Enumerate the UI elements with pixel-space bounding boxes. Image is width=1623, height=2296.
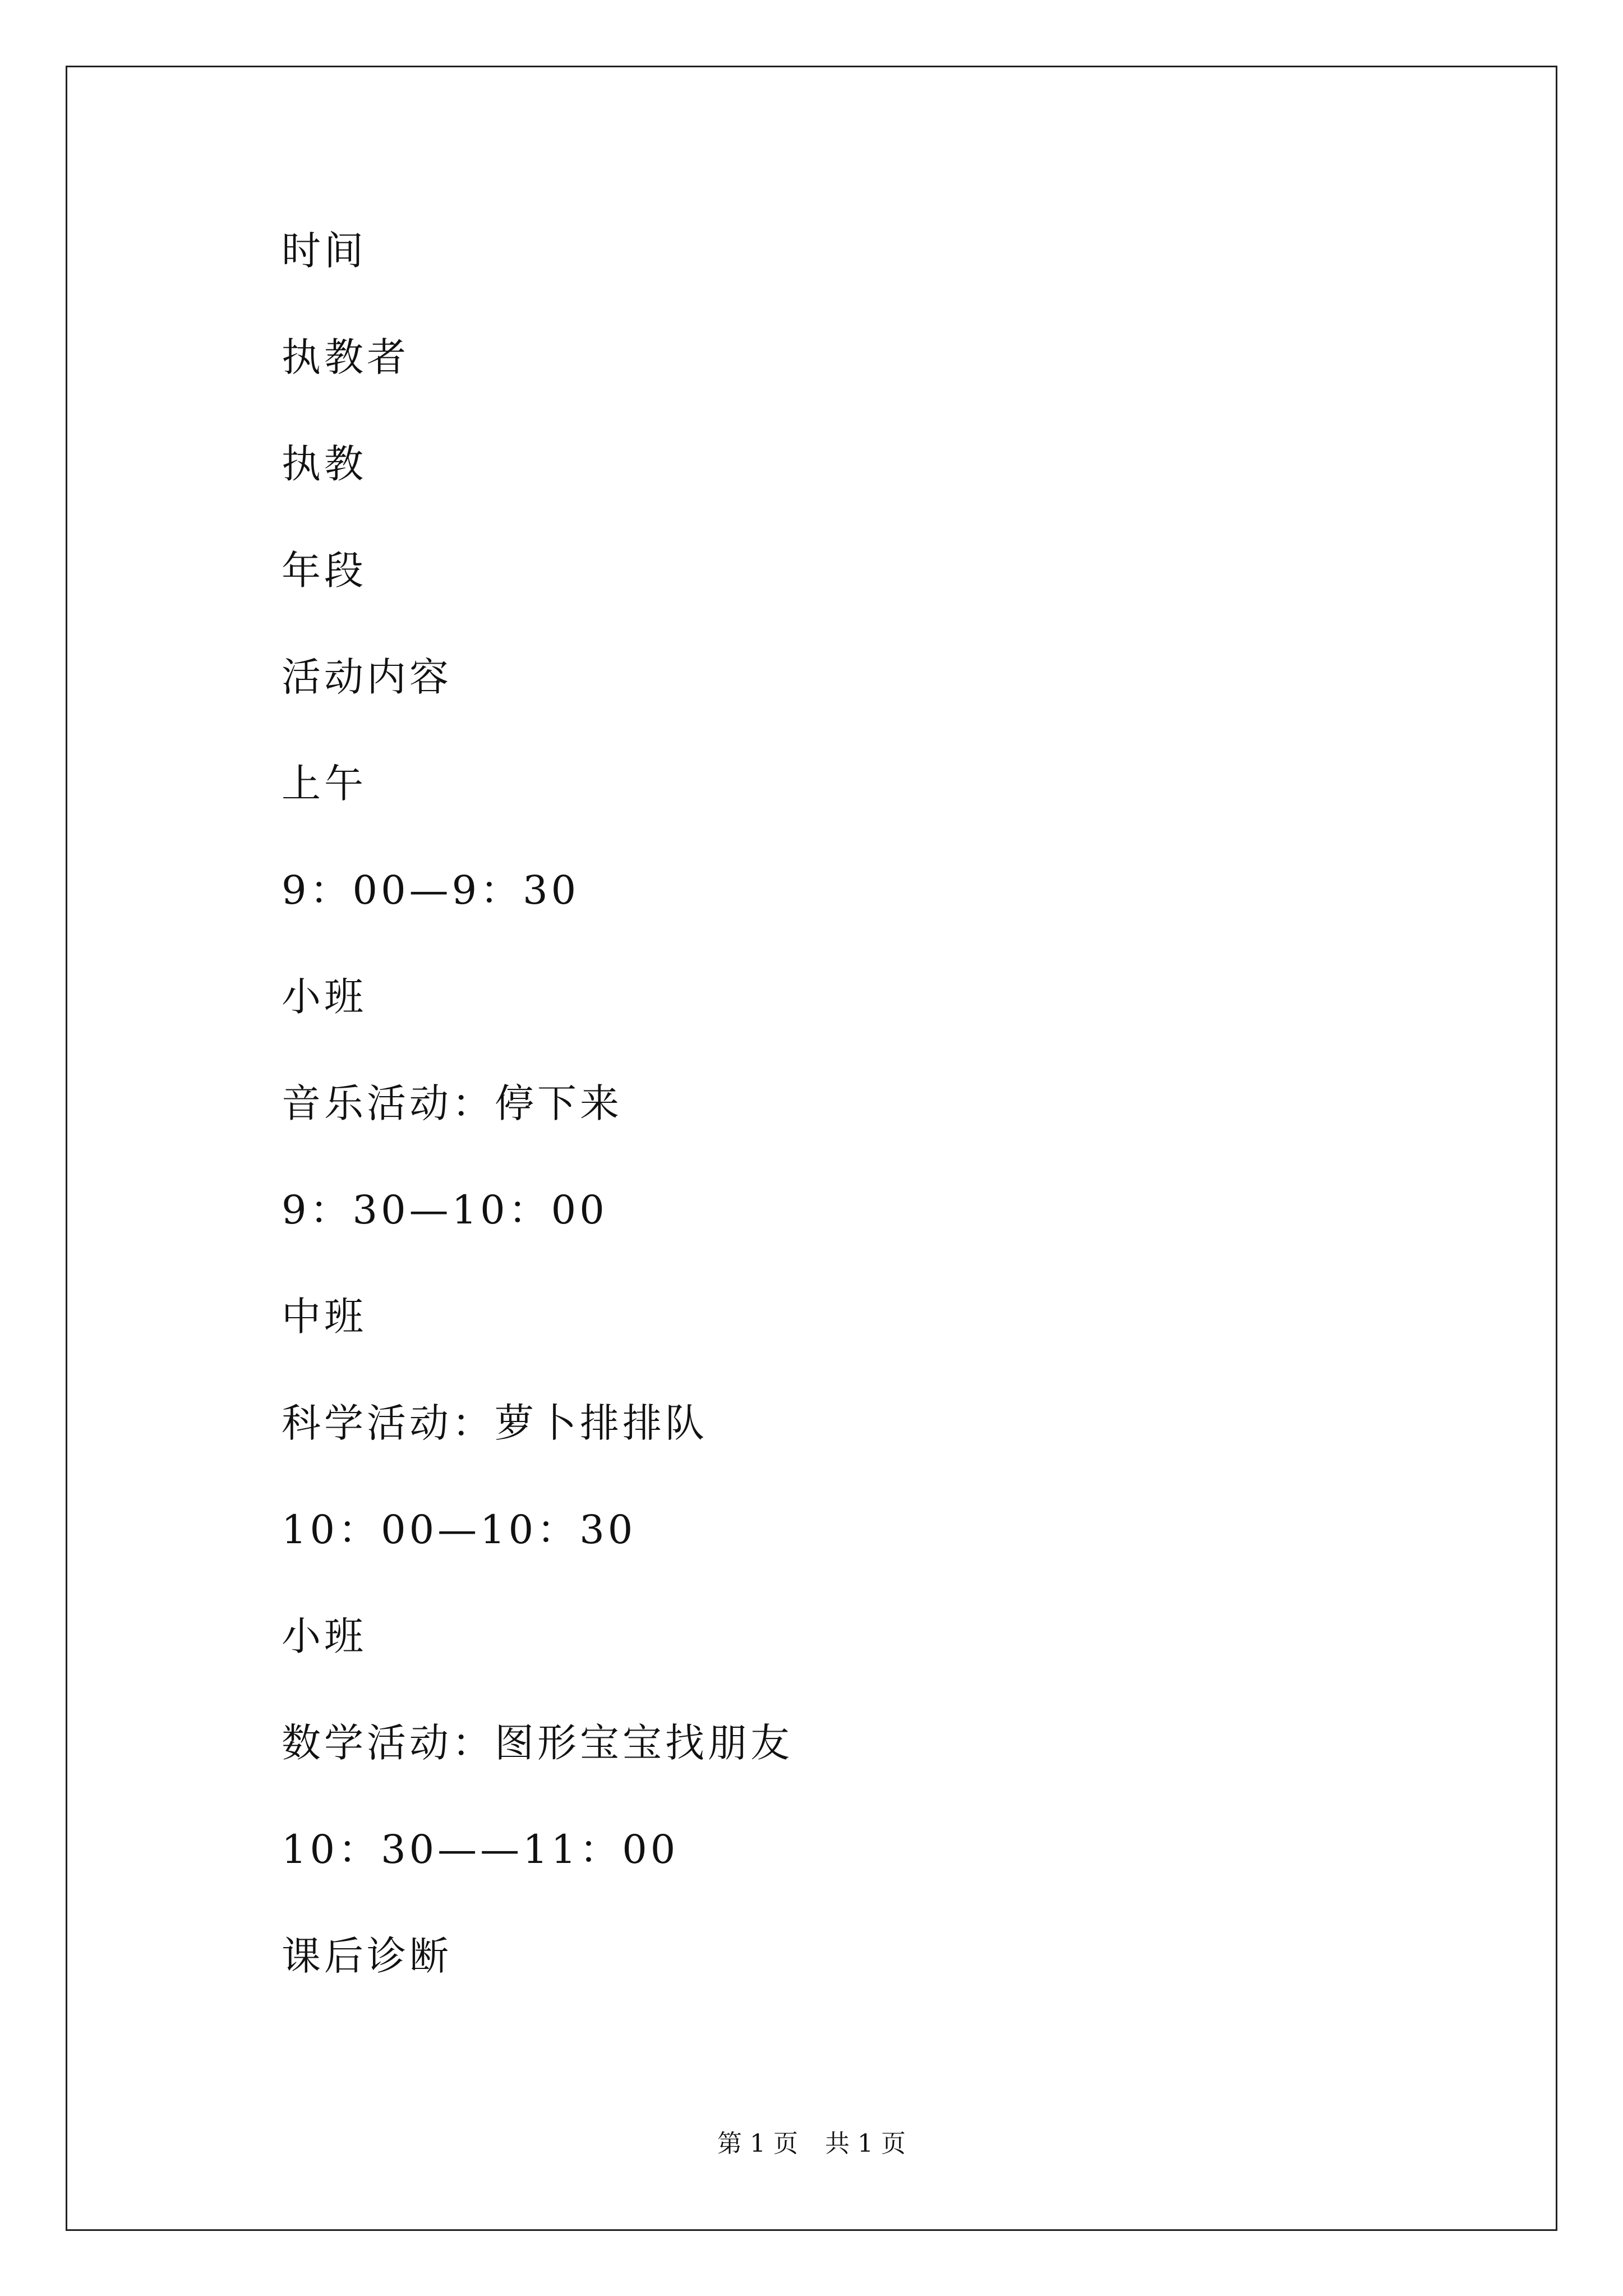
text-line: 数学活动：图形宝宝找朋友: [282, 1720, 793, 1766]
text-line: 10：00—10：30: [282, 1507, 637, 1553]
text-line: 活动内容: [282, 654, 452, 700]
text-line: 上午: [282, 761, 367, 807]
page-number: 第 1 页: [717, 2129, 798, 2158]
text-line: 课后诊断: [282, 1933, 452, 1979]
text-line: 9：00—9：30: [282, 867, 580, 913]
text-line: 小班: [282, 974, 367, 1020]
text-line: 年段: [282, 547, 367, 593]
text-line: 时间: [282, 228, 367, 274]
page-footer: [0, 2129, 1623, 2158]
text-line: 9：30—10：00: [282, 1187, 608, 1233]
page-total: 共 1 页: [825, 2129, 906, 2158]
text-line: 科学活动：萝卜排排队: [282, 1400, 708, 1446]
text-line: 小班: [282, 1613, 367, 1659]
text-line: 执教者: [282, 334, 409, 380]
text-line: 10：30——11：00: [282, 1826, 679, 1872]
text-line: 执教: [282, 441, 367, 487]
text-line: 中班: [282, 1294, 367, 1340]
text-line: 音乐活动：停下来: [282, 1080, 623, 1126]
